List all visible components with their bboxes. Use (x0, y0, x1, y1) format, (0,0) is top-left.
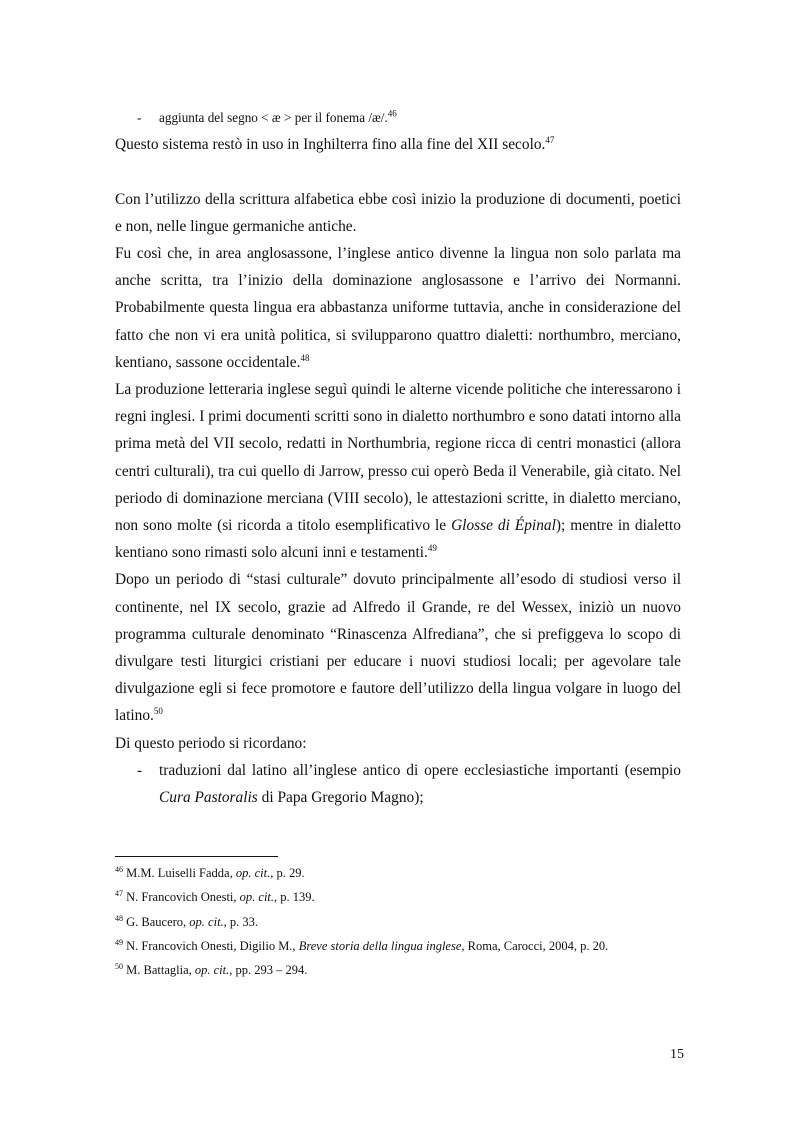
paragraph-period-intro: Di questo periodo si ricordano: (115, 734, 307, 752)
footnote: $^{49}$ N. Francovich Onesti, Digilio M., Breve storia della lingua inglese, Roma, Carocci, 2004, p. 20. (115, 937, 609, 953)
footnote: $^{46}$ M.M. Luiselli Fadda, op. cit., p. 29. (115, 864, 305, 880)
paragraph-old-english: Fu così che, in area anglosassone, l’inglese antico divenne la lingua non solo parlata ma anche scritta, tra l’inizio della dominazione anglosassone e l’arrivo dei Normanni. Probabilmente questa lingua era abbastanza uniforme tuttavia, anche in considerazione del fatto che non vi era unità politica, si svilupparono quattro dialetti: northumbro, merciano, kentiano, sassone occidentale.$^{48}$ (115, 245, 681, 371)
footnote-ref: 48 (300, 352, 310, 363)
footnote: $^{47}$ N. Francovich Onesti, op. cit., p. 139. (115, 889, 315, 905)
paragraph-literary-production: La produzione letteraria inglese seguì quindi le alterne vicende politiche che interessarono i regni inglesi. I primi documenti scritti sono in dialetto northumbro e sono datati intorno alla prima metà del VII secolo, redatti in Northumbria, regione ricca di centri monastici (allora centri culturali), tra cui quello di Jarrow, presso cui operò Beda il Venerabile, già citato. Nel periodo di dominazione merciana (VIII secolo), le attestazioni scritte, in dialetto merciano, non sono molte (si ricorda a titolo esemplificativo le Glosse di Épinal); mentre in dialetto kentiano sono rimasti solo alcuni inni e testamenti.$^{49}$ (115, 381, 681, 562)
footnote: $^{50}$ M. Battaglia, op. cit., pp. 293 – 294. (115, 962, 308, 978)
footnote-ref: 50 (153, 706, 163, 717)
italic-title: Glosse di Épinal (451, 517, 556, 535)
footnote-separator (115, 856, 278, 857)
footnote-ref: 49 (427, 543, 437, 554)
list-item-translations: - traduzioni dal latino all’inglese antico di opere ecclesiastiche importanti (esempio Cura Pastoralis di Papa Gregorio Magno); (115, 757, 681, 811)
list-dash: - (137, 110, 142, 125)
body-text (115, 104, 681, 811)
paragraph-alfredian-renaissance: Dopo un periodo di “stasi culturale” dovuto principalmente all’esodo di studiosi verso il continente, nel IX secolo, grazie ad Alfredo il Grande, re del Wessex, iniziò un nuovo programma culturale denominato “Rinascenza Alfrediana”, che si prefiggeva lo scopo di divulgare testi liturgici cristiani per educare i nuovi studiosi locali; per agevolare tale divulgazione egli si fece promotore e fautore dell’utilizzo della lingua volgare in luogo del latino.$^{50}$ (115, 571, 681, 725)
footnote: $^{48}$ G. Baucero, op. cit., p. 33. (115, 913, 259, 929)
page-number: 15 (670, 1047, 684, 1062)
footnote-ref: 46 (387, 108, 397, 119)
list-item-ash-sign: - aggiunta del segno < æ > per il fonema /æ/.$^{46}$ (115, 104, 681, 131)
paragraph-spacer (115, 158, 681, 185)
paragraph-system: Questo sistema restò in uso in Inghilterra fino alla fine del XII secolo.$^{47}$ (115, 135, 555, 154)
list-dash: - (137, 761, 143, 779)
paragraph-alphabet: Con l’utilizzo della scrittura alfabetica ebbe così inizio la produzione di documenti, poetici e non, nelle lingue germaniche antiche. (115, 190, 681, 235)
italic-title: Cura Pastoralis (159, 789, 258, 807)
footnotes (115, 861, 681, 982)
footnote-ref: 47 (545, 135, 555, 146)
